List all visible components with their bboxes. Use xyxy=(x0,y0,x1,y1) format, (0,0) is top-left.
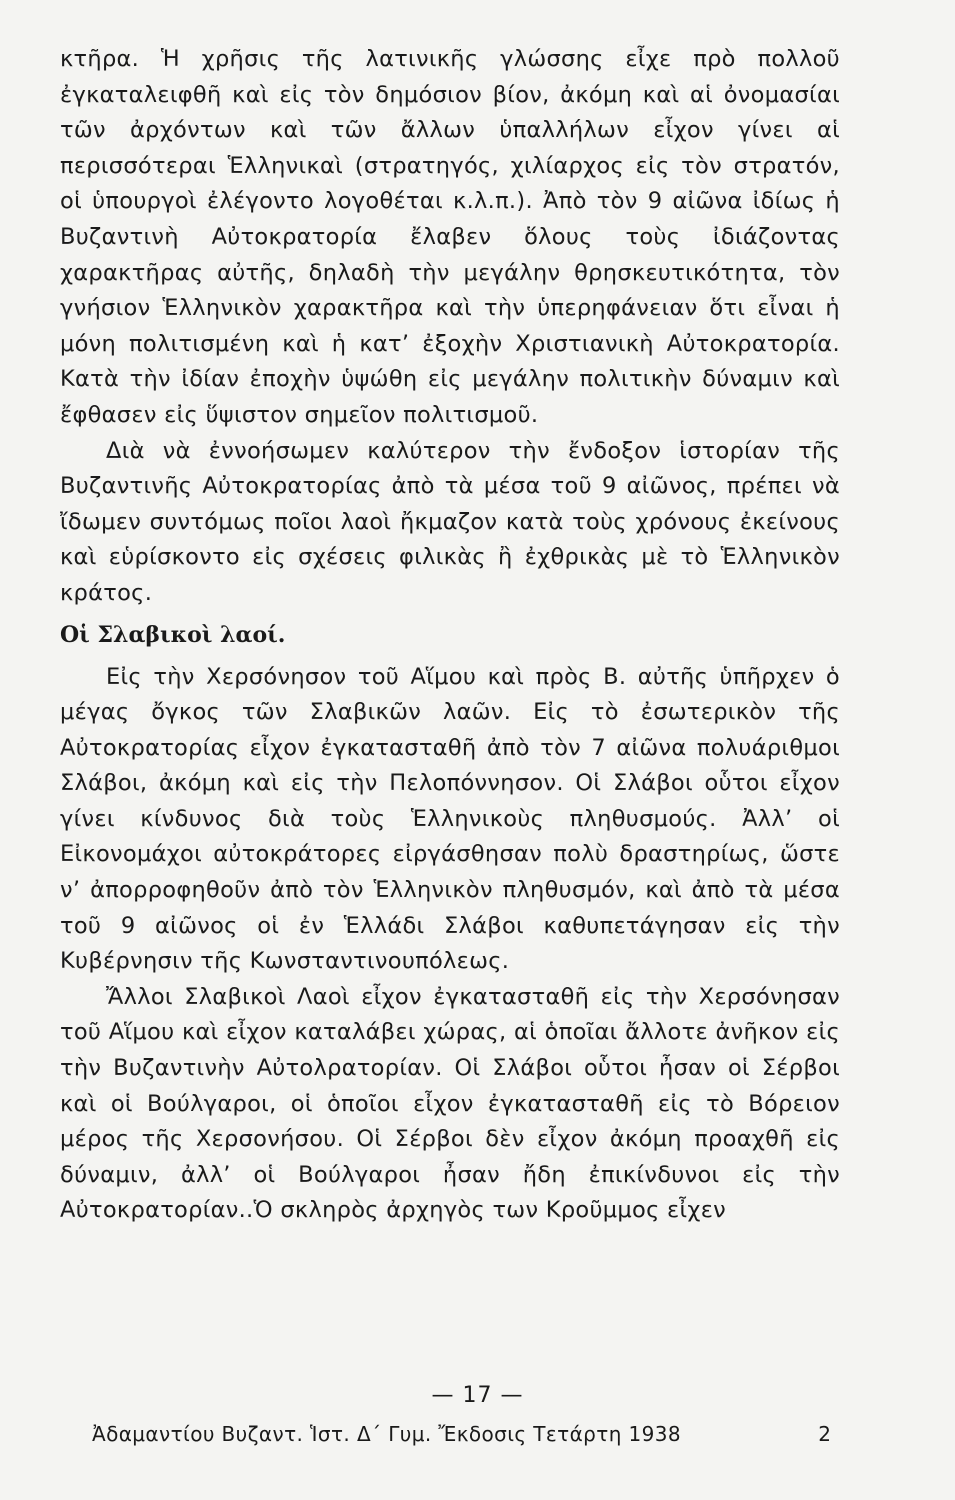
paragraph-intro: κτῆρα. Ἡ χρῆσις τῆς λατινικῆς γλώσσης εἶχε πρὸ πολλοῦ ἐγκαταλειφθῆ καὶ εἰς τὸν δημόσιον βίον, ἀκόμη καὶ αἱ ὀνομασίαι τῶν ἀρχόντων καὶ τῶν ἄλλων ὑπαλλήλων εἶχον γίνει αἱ περισσότεραι Ἑλληνικαὶ (στρατηγός, χιλίαρχος εἰς τὸν στρατόν, οἱ ὑπουργοὶ ἐλέγοντο λογοθέται κ.λ.π.). Ἀπὸ τὸν 9 αἰῶνα ἰδίως ἡ Βυζαντινὴ Αὐτοκρατορία ἔλαβεν ὅλους τοὺς ἰδιάζοντας χαρακτῆρας αὐτῆς, δηλαδὴ τὴν μεγάλην θρησκευτικότητα, τὸν γνήσιον Ἑλληνικὸν χαρακτῆρα καὶ τὴν ὑπερηφάνειαν ὅτι εἶναι ἡ μόνη πολιτισμένη καὶ ἡ κατ’ ἐξοχὴν Χριστιανικὴ Αὐτοκρατορία. Κατὰ τὴν ἰδίαν ἐποχὴν ὑψώθη εἰς μεγάλην πολιτικὴν δύναμιν καὶ ἔφθασεν εἰς ὕψιστον σημεῖον πολιτισμοῦ. xyxy=(60,46,840,428)
footer-citation: Ἀδαμαντίου Βυζαντ. Ἱστ. Δ΄ Γυμ. Ἔκδοσις Τετάρτη 1938 xyxy=(92,1422,682,1446)
paragraph-serbs-bulgarians: Ἄλλοι Σλαβικοὶ Λαοὶ εἶχον ἐγκατασταθῆ εἰς τὴν Χερσόνησαν τοῦ Αἵμου καὶ εἶχον καταλάβει χώρας, αἱ ὁποῖαι ἄλλοτε ἀνῆκον εἰς τὴν Βυζαντινὴν Αὐτολρατορίαν. Οἱ Σλάβοι οὗτοι ἦσαν οἱ Σέρβοι καὶ οἱ Βούλγαροι, οἱ ὁποῖοι εἶχον ἐγκατασταθῆ εἰς τὸ Βόρειον μέρος τῆς Χερσονήσου. Οἱ Σέρβοι δὲν εἶχον ἀκόμη προαχθῆ εἰς δύναμιν, ἀλλ’ οἱ Βούλγαροι ἦσαν ἤδη ἐπικίνδυνοι εἰς τὴν Αὐτοκρατορίαν..Ὁ σκληρὸς ἀρχηγὸς των Κροῦμμος εἶχεν xyxy=(60,983,840,1224)
page-body xyxy=(60,42,840,1229)
paragraph-slavic-peoples: Εἰς τὴν Χερσόνησον τοῦ Αἵμου καὶ πρὸς Β. αὐτῆς ὑπῆρχεν ὁ μέγας ὄγκος τῶν Σλαβικῶν λαῶν. Εἰς τὸ ἐσωτερικὸν τῆς Αὐτοκρατορίας εἶχον ἐγκατασταθῆ ἀπὸ τὸν 7 αἰῶνα πολυάριθμοι Σλάβοι, ἀκόμη καὶ εἰς τὴν Πελοπόννησον. Οἱ Σλάβοι οὗτοι εἶχον γίνει κίνδυνος διὰ τοὺς Ἑλληνικοὺς πληθυσμούς. Ἀλλ’ οἱ Εἰκονομάχοι αὐτοκράτορες εἰργάσθησαν πολὺ δραστηρίως, ὥστε ν’ ἀπορροφηθοῦν ἀπὸ τὸν Ἑλληνικὸν πληθυσμόν, καὶ ἀπὸ τὰ μέσα τοῦ 9 αἰῶνος οἱ ἐν Ἑλλάδι Σλάβοι καθυπετάγησαν εἰς τὴν Κυβέρνησιν τῆς Κωνσταντινουπόλεως. xyxy=(60,663,840,975)
page-number: — 17 — xyxy=(431,1383,524,1408)
section-heading: Οἱ Σλαβικοὶ λαοί. xyxy=(60,621,286,648)
sheet-number: 2 xyxy=(818,1422,831,1446)
paragraph-byzantine-history: Διὰ νὰ ἐννοήσωμεν καλύτερον τὴν ἔνδοξον ἱστορίαν τῆς Βυζαντινῆς Αὐτοκρατορίας ἀπὸ τὰ μέσα τοῦ 9 αἰῶνος, πρέπει νὰ ἴδωμεν συντόμως ποῖοι λαοὶ ἤκμαζον κατὰ τοὺς χρόνους ἐκείνους καὶ εὑρίσκοντο εἰς σχέσεις φιλικὰς ἢ ἐχθρικὰς μὲ τὸ Ἑλληνικὸν κράτος. xyxy=(60,437,840,606)
